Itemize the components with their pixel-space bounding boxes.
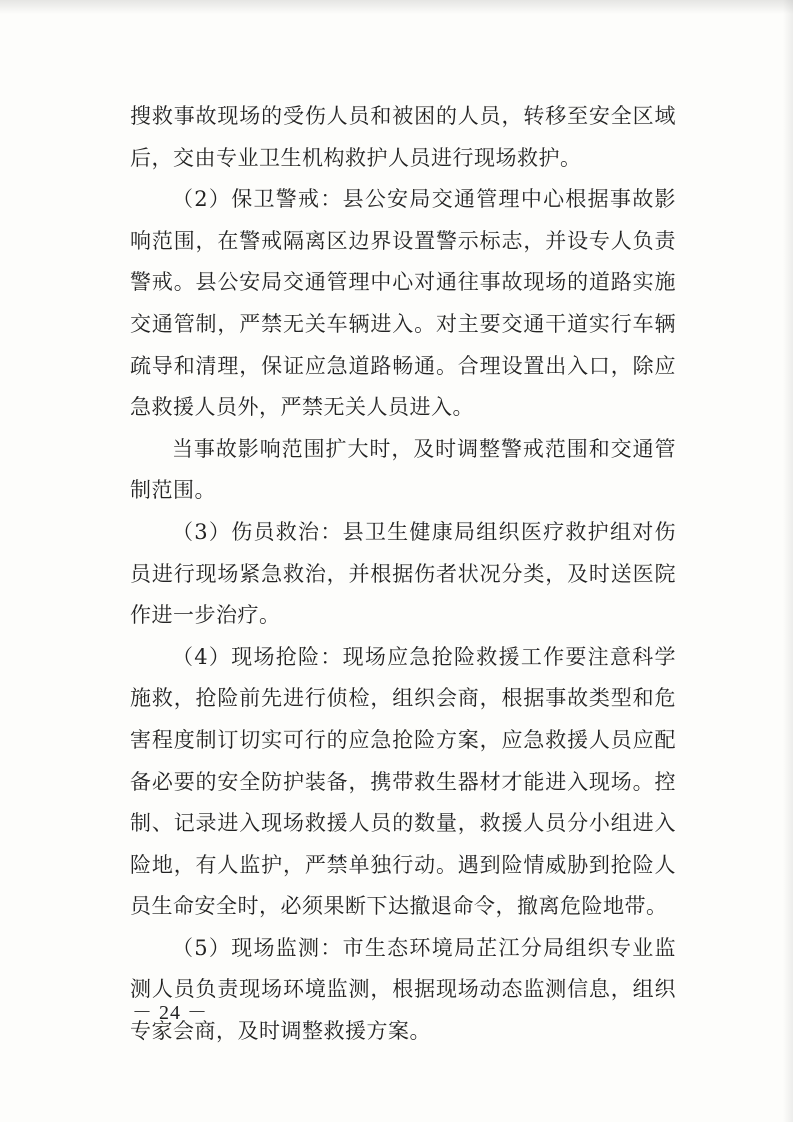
scan-edge-right	[783, 0, 793, 1122]
paragraph-casualty-treatment: （3）伤员救治：县卫生健康局组织医疗救护组对伤员进行现场紧急救治，并根据伤者状况分类，及时送医院作进一步治疗。	[130, 519, 676, 628]
paragraph-security-cordon: （2）保卫警戒：县公安局交通管理中心根据事故影响范围，在警戒隔离区边界设置警示标志，并设专人负责警戒。县公安局交通管理中心对通往事故现场的道路实施交通管制，严禁无关车辆进入。对主要交通干道实行车辆疏导和清理，保证应急道路畅通。合理设置出入口，除应急救援人员外，严禁无关人员进入。	[130, 187, 676, 420]
paragraph-onsite-rescue: （4）现场抢险：现场应急抢险救援工作要注意科学施救，抢险前先进行侦检，组织会商，根据事故类型和危害程度制订切实可行的应急抢险方案，应急救援人员应配备必要的安全防护装备，携带救生器材才能进入现场。控制、记录进入现场救援人员的数量，救援人员分小组进入险地，有人监护，严禁单独行动。遇到险情威胁到抢险人员生命安全时，必须果断下达撤退命令，撤离危险地带。	[130, 644, 676, 919]
scan-edge-top	[0, 0, 793, 14]
paragraph-continuation: 搜救事故现场的受伤人员和被困的人员，转移至安全区域后，交由专业卫生机构救护人员进行现场救护。	[130, 104, 676, 170]
page-number: － 24 －	[132, 1002, 208, 1024]
document-body	[130, 96, 676, 1053]
paragraph-expand-scope: 当事故影响范围扩大时，及时调整警戒范围和交通管制范围。	[130, 436, 676, 503]
paragraph-onsite-monitoring: （5）现场监测：市生态环境局芷江分局组织专业监测人员负责现场环境监测，根据现场动态监测信息，组织专家会商，及时调整救援方案。	[130, 935, 676, 1044]
